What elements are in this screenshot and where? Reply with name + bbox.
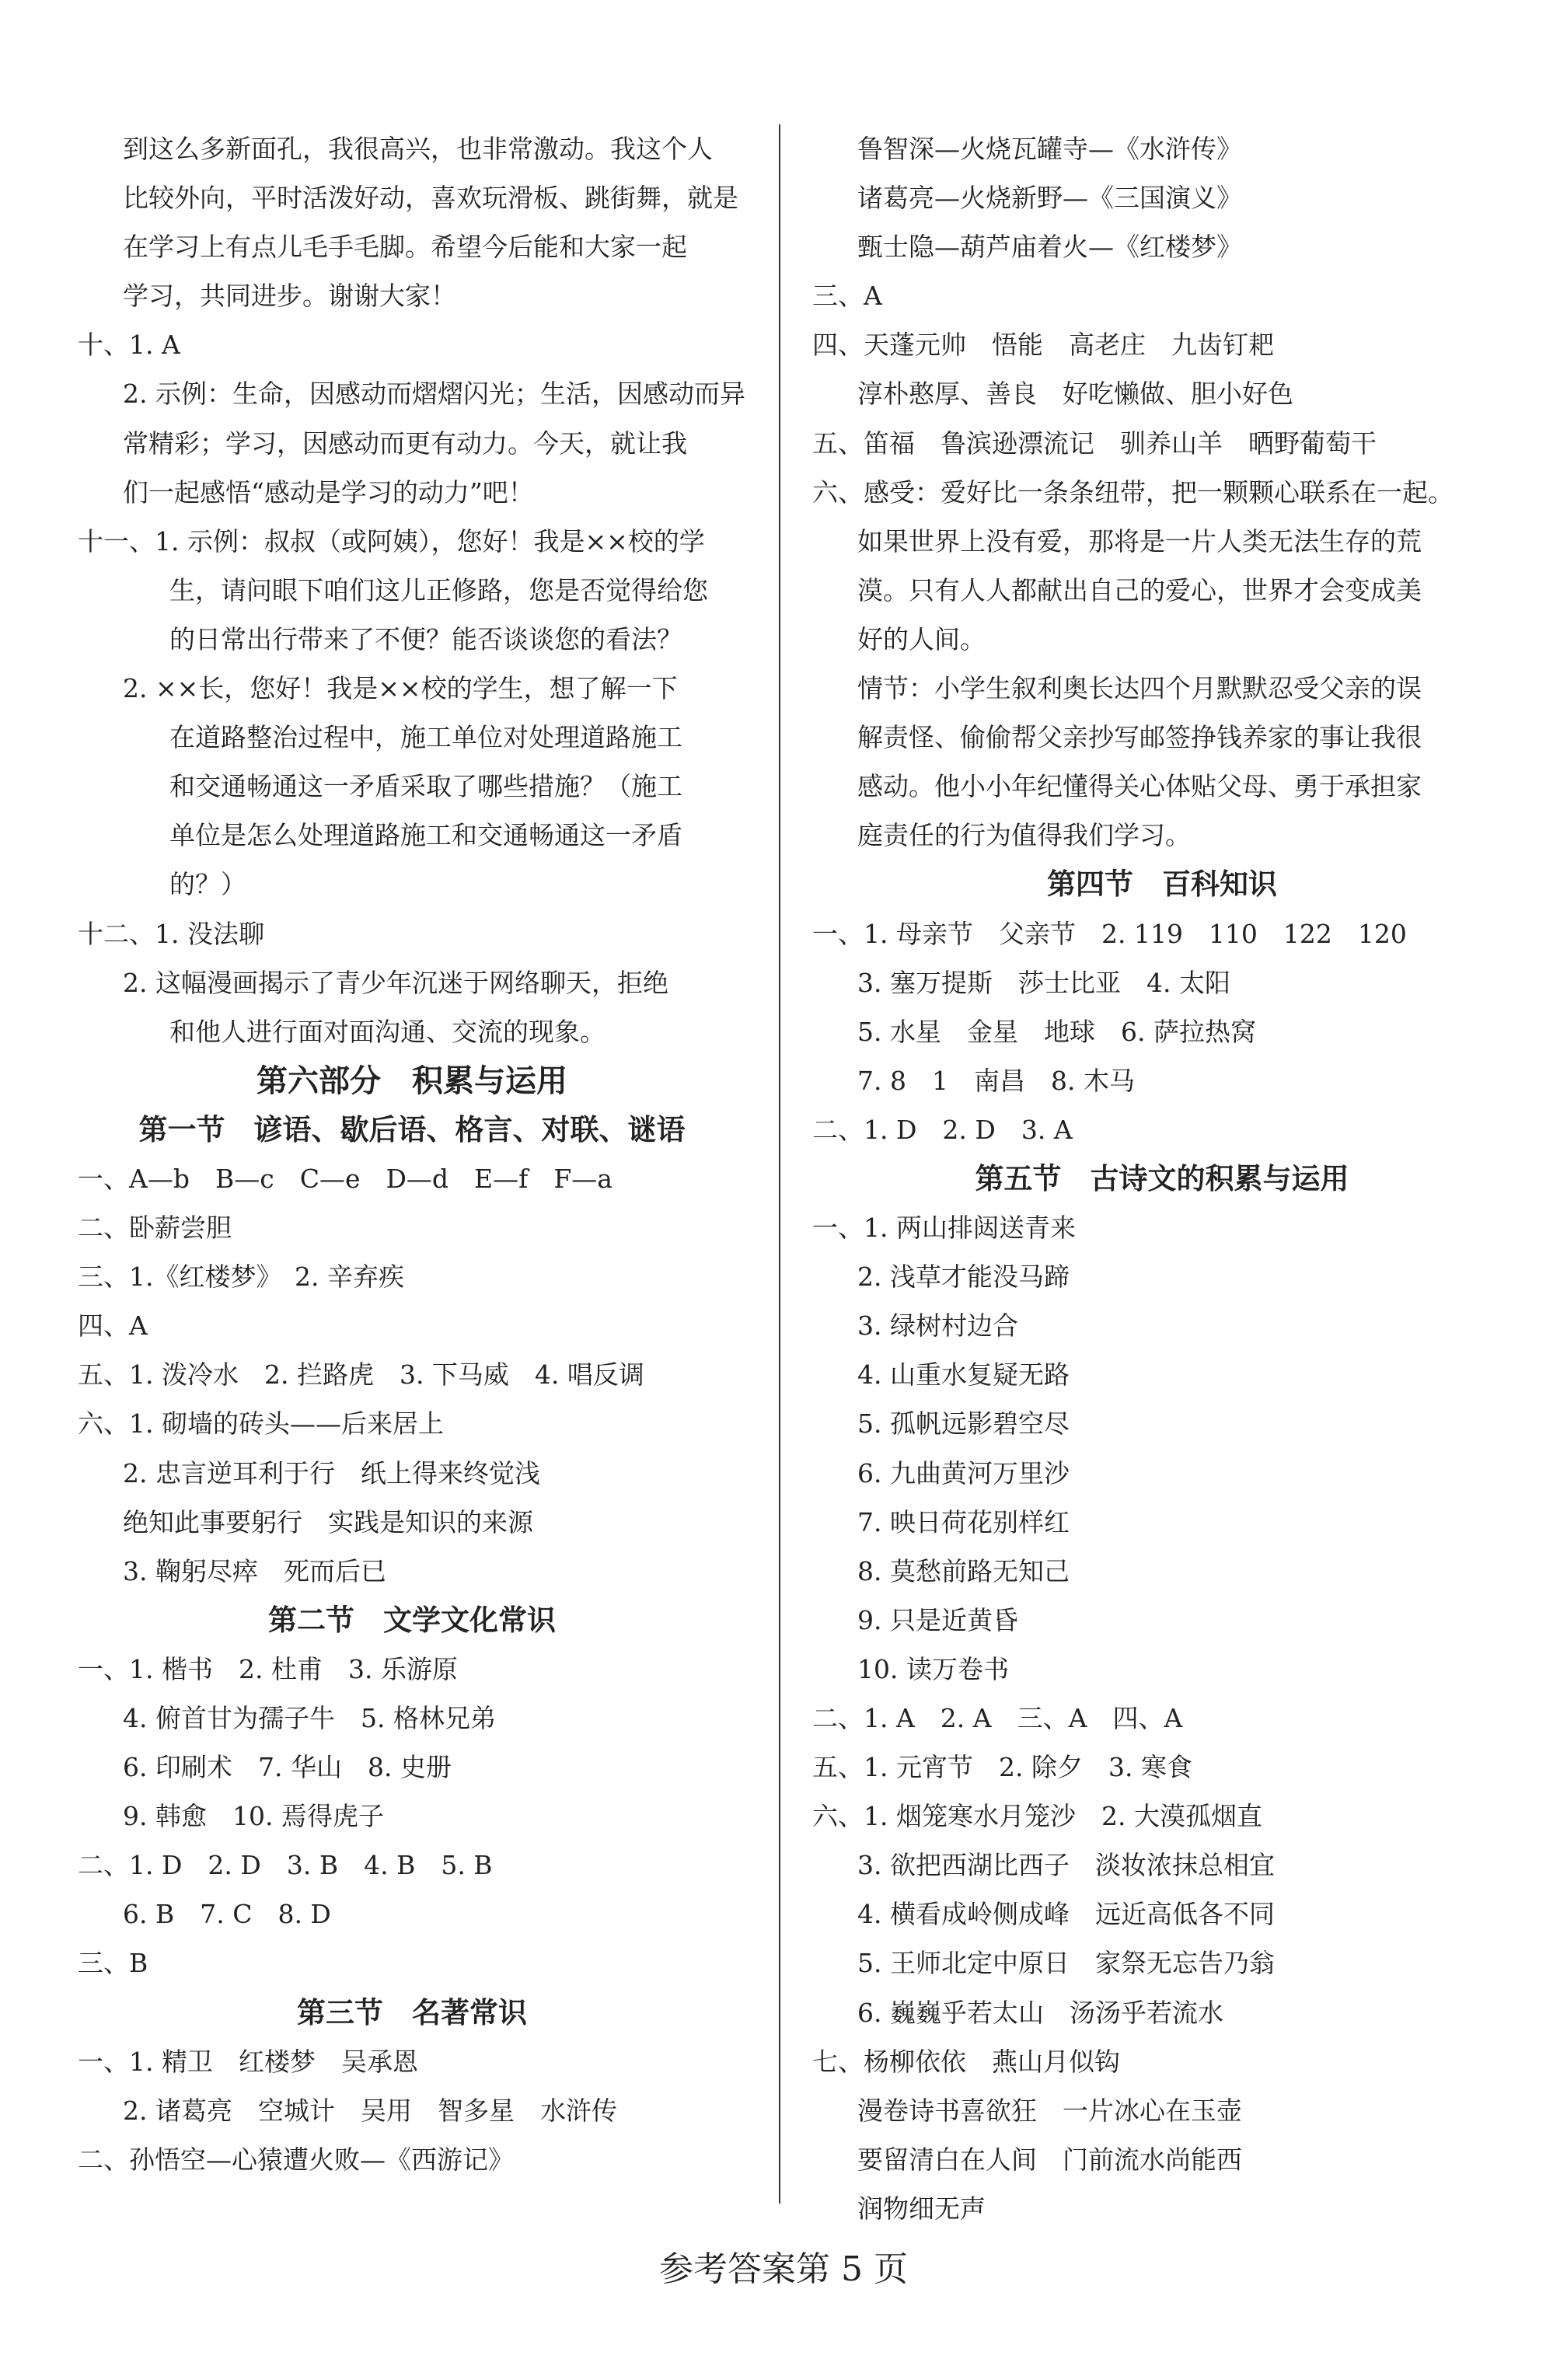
answer-line: 四、天蓬元帅 悟能 高老庄 九齿钉耙 bbox=[812, 330, 1274, 361]
answer-line: 3. 鞠躬尽瘁 死而后已 bbox=[123, 1555, 386, 1586]
answer-line: 三、A bbox=[812, 281, 882, 312]
section-heading: 第三节 名著常识 bbox=[297, 1994, 527, 2029]
answer-line: 十一、1. 示例：叔叔（或阿姨），您好！我是××校的学 bbox=[78, 525, 705, 557]
answer-line: 5. 孤帆远影碧空尽 bbox=[857, 1408, 1070, 1440]
answer-line: 2. 忠言逆耳利于行 纸上得来终觉浅 bbox=[123, 1457, 540, 1488]
answer-line: 4. 俯首甘为孺子牛 5. 格林兄弟 bbox=[123, 1703, 496, 1733]
answer-line: 润物细无声 bbox=[857, 2193, 986, 2224]
answer-line: 十二、1. 没法聊 bbox=[78, 918, 264, 949]
section-heading: 第一节 谚语、歇后语、格言、对联、谜语 bbox=[138, 1111, 686, 1146]
section-heading: 第二节 文学文化常识 bbox=[268, 1602, 556, 1637]
answer-line: 漠。只有人人都献出自己的爱心，世界才会变成美 bbox=[857, 574, 1422, 605]
answer-line: 绝知此事要躬行 实践是知识的来源 bbox=[123, 1506, 533, 1537]
answer-line: 6. 巍巍乎若太山 汤汤乎若流水 bbox=[857, 1997, 1223, 2028]
answer-line: 十、1. A bbox=[78, 330, 180, 361]
answer-line: 4. 山重水复疑无路 bbox=[857, 1359, 1070, 1391]
answer-line: 如果世界上没有爱，那将是一片人类无法生存的荒 bbox=[857, 525, 1422, 557]
answer-line: 比较外向，平时活泼好动，喜欢玩滑板、跳街舞，就是 bbox=[123, 183, 738, 214]
answer-line: 要留清白在人间 门前流水尚能西 bbox=[857, 2144, 1242, 2175]
answer-line: 和他人进行面对面沟通、交流的现象。 bbox=[169, 1016, 606, 1047]
answer-line: 五、笛福 鲁滨逊漂流记 驯养山羊 晒野葡萄干 bbox=[812, 427, 1377, 459]
left-column bbox=[78, 124, 746, 2184]
answer-line: 二、1. A 2. A 三、A 四、A bbox=[812, 1703, 1183, 1733]
answer-line: 2. ××长，您好！我是××校的学生，想了解一下 bbox=[123, 673, 678, 704]
answer-line: 们一起感悟“感动是学习的动力”吧！ bbox=[123, 476, 534, 508]
answer-line: 和交通畅通这一矛盾采取了哪些措施？（施工 bbox=[169, 771, 682, 802]
answer-line: 六、感受：爱好比一条条纽带，把一颗颗心联系在一起。 bbox=[812, 476, 1454, 508]
answer-line: 好的人间。 bbox=[857, 623, 986, 654]
answer-line: 7. 映日荷花别样红 bbox=[857, 1506, 1070, 1537]
answer-line: 3. 绿树村边合 bbox=[857, 1310, 1018, 1342]
answer-line: 二、1. D 2. D 3. A bbox=[812, 1114, 1073, 1145]
answer-line: 4. 横看成岭侧成峰 远近高低各不同 bbox=[857, 1899, 1275, 1930]
answer-line: 3. 欲把西湖比西子 淡妆浓抹总相宜 bbox=[857, 1850, 1275, 1881]
answer-line: 三、B bbox=[78, 1948, 148, 1979]
answer-line: 10. 读万卷书 bbox=[857, 1653, 1009, 1684]
section-heading: 第五节 古诗文的积累与运用 bbox=[975, 1160, 1349, 1195]
answer-line: 一、1. 楷书 2. 杜甫 3. 乐游原 bbox=[78, 1653, 458, 1684]
answer-line: 一、1. 精卫 红楼梦 吴承恩 bbox=[78, 2046, 418, 2077]
answer-line: 5. 王师北定中原日 家祭无忘告乃翁 bbox=[857, 1948, 1275, 1979]
answer-line: 2. 诸葛亮 空城计 吴用 智多星 水浒传 bbox=[123, 2095, 617, 2126]
answer-line: 2. 这幅漫画揭示了青少年沉迷于网络聊天，拒绝 bbox=[123, 967, 668, 998]
answer-line: 诸葛亮—火烧新野—《三国演义》 bbox=[857, 183, 1242, 214]
answer-line: 一、1. 两山排闼送青来 bbox=[812, 1213, 1076, 1244]
answer-line: 四、A bbox=[78, 1310, 148, 1342]
answer-line: 学习，共同进步。谢谢大家！ bbox=[123, 281, 456, 312]
answer-line: 一、A—b B—c C—e D—d E—f F—a bbox=[78, 1163, 612, 1194]
answer-line: 在学习上有点儿毛手毛脚。希望今后能和大家一起 bbox=[123, 232, 687, 263]
answer-line: 的日常出行带来了不便？能否谈谈您的看法？ bbox=[169, 623, 682, 654]
column-divider bbox=[779, 124, 780, 2204]
answer-line: 到这么多新面孔，我很高兴，也非常激动。我这个人 bbox=[123, 134, 713, 164]
answer-line: 2. 浅草才能没马蹄 bbox=[857, 1262, 1070, 1293]
answer-line: 六、1. 砌墙的砖头——后来居上 bbox=[78, 1408, 444, 1440]
answer-line: 七、杨柳依依 燕山月似钩 bbox=[812, 2046, 1120, 2077]
answer-line: 五、1. 泼冷水 2. 拦路虎 3. 下马威 4. 唱反调 bbox=[78, 1359, 644, 1391]
answer-line: 感动。他小小年纪懂得关心体贴父母、勇于承担家 bbox=[857, 771, 1422, 802]
answer-line: 7. 8 1 南昌 8. 木马 bbox=[857, 1065, 1135, 1096]
answer-line: 6. B 7. C 8. D bbox=[123, 1899, 331, 1930]
answer-line: 常精彩；学习，因感动而更有动力。今天，就让我 bbox=[123, 427, 687, 459]
answer-line: 6. 印刷术 7. 华山 8. 史册 bbox=[123, 1752, 452, 1783]
answer-line: 二、卧薪尝胆 bbox=[78, 1213, 232, 1244]
answer-line: 9. 韩愈 10. 焉得虎子 bbox=[123, 1801, 384, 1832]
section-heading: 第四节 百科知识 bbox=[1047, 867, 1277, 902]
answer-line: 2. 示例：生命，因感动而熠熠闪光；生活，因感动而异 bbox=[123, 379, 745, 410]
answer-line: 二、孙悟空—心猿遭火败—《西游记》 bbox=[78, 2144, 514, 2175]
right-column bbox=[812, 124, 1512, 2233]
answer-line: 淳朴憨厚、善良 好吃懒做、胆小好色 bbox=[857, 379, 1293, 410]
answer-line: 3. 塞万提斯 莎士比亚 4. 太阳 bbox=[857, 967, 1230, 998]
answer-line: 一、1. 母亲节 父亲节 2. 119 110 122 120 bbox=[812, 918, 1407, 949]
answer-line: 庭责任的行为值得我们学习。 bbox=[857, 820, 1191, 851]
answer-line: 生，请问眼下咱们这儿正修路，您是否觉得给您 bbox=[169, 574, 708, 605]
answer-line: 六、1. 烟笼寒水月笼沙 2. 大漠孤烟直 bbox=[812, 1801, 1262, 1832]
section-heading: 第六部分 积累与运用 bbox=[257, 1062, 567, 1099]
answer-line: 在道路整治过程中，施工单位对处理道路施工 bbox=[169, 722, 682, 753]
answer-line: 5. 水星 金星 地球 6. 萨拉热窝 bbox=[857, 1016, 1256, 1047]
answer-line: 9. 只是近黄昏 bbox=[857, 1604, 1018, 1635]
answer-line: 解责怪、偷偷帮父亲抄写邮签挣钱养家的事让我很 bbox=[857, 722, 1422, 753]
answer-line: 三、1.《红楼梦》 2. 辛弃疾 bbox=[78, 1262, 404, 1293]
answer-line: 甄士隐—葫芦庙着火—《红楼梦》 bbox=[857, 232, 1242, 263]
answer-line: 6. 九曲黄河万里沙 bbox=[857, 1457, 1070, 1488]
answer-line: 鲁智深—火烧瓦罐寺—《水浒传》 bbox=[857, 134, 1242, 164]
answer-line: 漫卷诗书喜欲狂 一片冰心在玉壶 bbox=[857, 2095, 1242, 2126]
answer-line: 单位是怎么处理道路施工和交通畅通这一矛盾 bbox=[169, 820, 682, 851]
answer-line: 的？） bbox=[169, 869, 246, 900]
answer-line: 二、1. D 2. D 3. B 4. B 5. B bbox=[78, 1850, 493, 1881]
answer-line: 五、1. 元宵节 2. 除夕 3. 寒食 bbox=[812, 1752, 1192, 1783]
answer-line: 情节：小学生叙利奥长达四个月默默忍受父亲的误 bbox=[857, 673, 1422, 704]
page-footer: 参考答案第 5 页 bbox=[659, 2249, 908, 2289]
answer-line: 8. 莫愁前路无知己 bbox=[857, 1555, 1070, 1586]
